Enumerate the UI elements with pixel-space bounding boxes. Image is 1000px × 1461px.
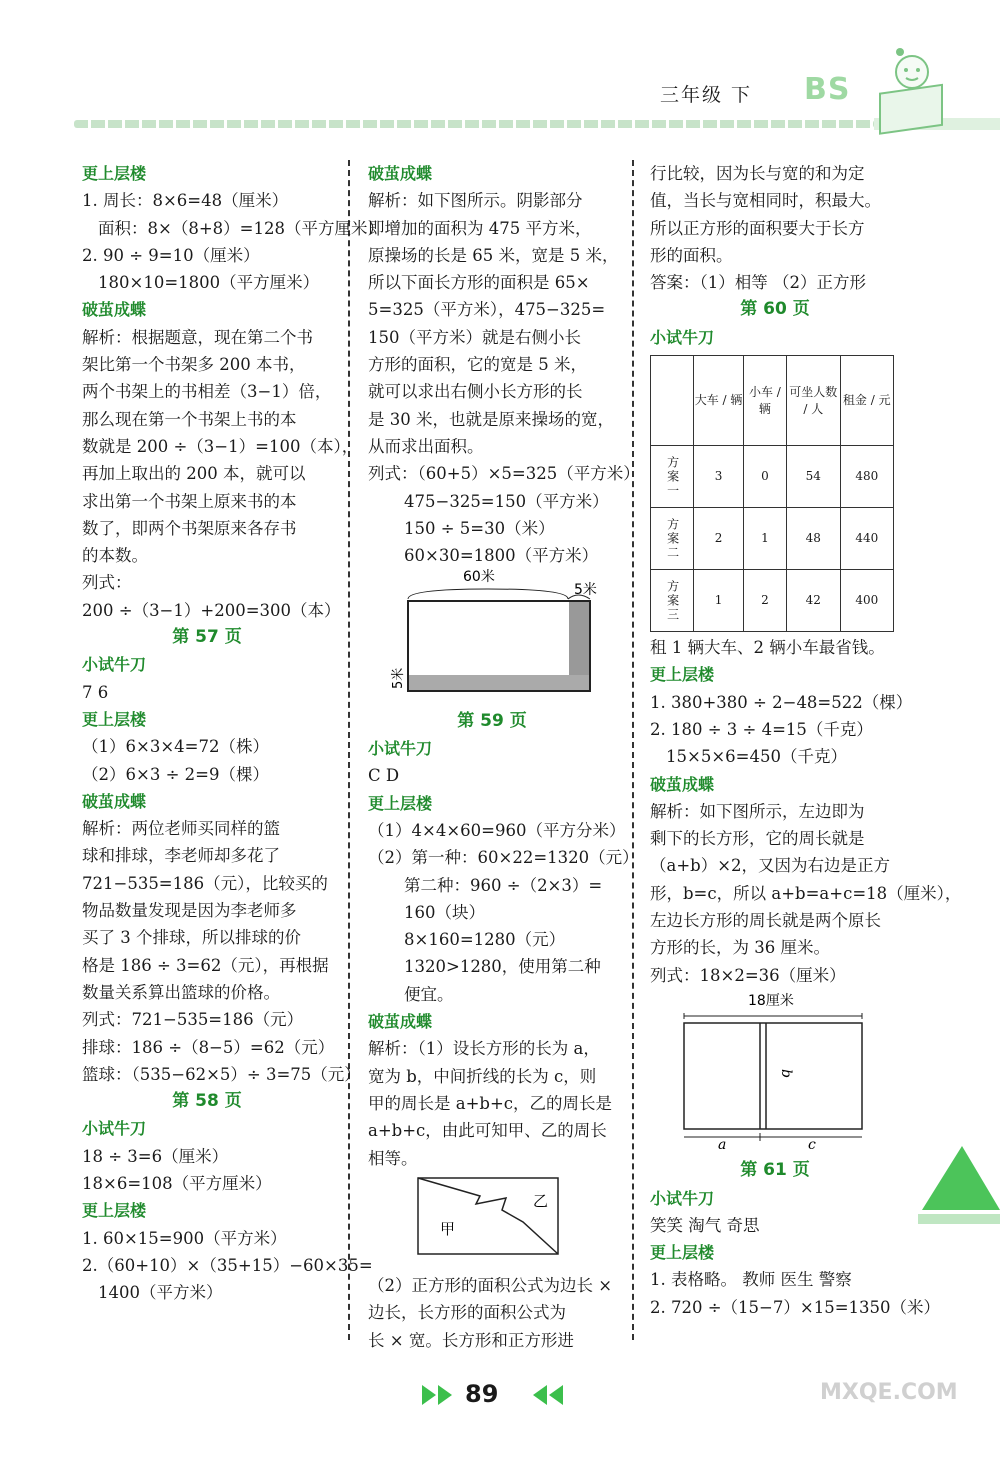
text-line: 球和排球，李老师却多花了 <box>82 846 280 866</box>
table-cell: 0 <box>743 446 786 508</box>
figure-page59-diagram <box>368 569 618 699</box>
text-line: 宽为 b，中间折线的长为 c，则 <box>368 1066 597 1086</box>
text-line: 8×160=1280（元） <box>404 930 566 950</box>
table-cell: 480 <box>840 446 893 508</box>
text-line: 列式：721−535=186（元） <box>82 1010 304 1030</box>
fig61-c-label: c <box>808 1136 816 1149</box>
fig-jia-label: 甲 <box>440 1219 456 1238</box>
table-header-cell: 大车 / 辆 <box>694 356 743 446</box>
text-line: 边长，长方形的面积公式为 <box>368 1303 566 1323</box>
section-heading: 更上层楼 <box>82 164 147 183</box>
text-line: 架比第一个书架多 200 本书， <box>82 355 306 375</box>
text-line: 列式：18×2=36（厘米） <box>650 965 846 985</box>
text-line: 200 ÷（3−1）+200=300（本） <box>82 600 341 620</box>
text-line: 7 6 <box>82 682 109 702</box>
text-line: 求出第一个书架上原来书的本 <box>82 491 297 511</box>
text-line: 答案：（1）相等 （2）正方形 <box>650 273 866 293</box>
text-line: 所以下面长方形的面积是 65× <box>368 273 590 293</box>
figure-jia-yi <box>368 1172 618 1262</box>
fig59-top-label: 60米 <box>463 569 495 586</box>
figure-page61-diagram <box>650 989 900 1149</box>
text-line: （1）4×4×60=960（平方分米） <box>368 820 626 840</box>
section-heading: 小试牛刀 <box>650 1188 715 1208</box>
table-cell: 1 <box>694 570 743 632</box>
text-line: 原操场的长是 65 米，宽是 5 米， <box>368 245 619 265</box>
text-line: 18 ÷ 3=6（厘米） <box>82 1146 229 1166</box>
section-heading: 更上层楼 <box>368 793 433 813</box>
text-line: 形的面积。 <box>650 245 733 265</box>
text-line: 1400（平方米） <box>98 1283 223 1303</box>
text-line: 1. 380+380 ÷ 2−48=522（棵） <box>650 692 913 712</box>
rental-plan-table <box>650 355 894 632</box>
section-heading: 小试牛刀 <box>368 739 433 759</box>
text-line: 5=325（平方米），475−325= <box>368 300 606 320</box>
text-line: 面积：8×（8+8）=128（平方厘米） <box>98 218 384 238</box>
fig61-a-label: a <box>718 1136 727 1149</box>
text-line: 形，b=c，所以 a+b=a+c=18（厘米）， <box>650 883 962 903</box>
text-line: 剩下的长方形，它的周长就是 <box>650 829 865 849</box>
section-heading: 更上层楼 <box>650 1243 715 1263</box>
plan-name: 方案三 <box>651 570 694 632</box>
section-heading: 破茧成蝶 <box>82 300 147 320</box>
text-line: 租 1 辆大车、2 辆小车最省钱。 <box>650 638 885 658</box>
text-line: 2. 180 ÷ 3 ÷ 4=15（千克） <box>650 719 873 739</box>
page-heading: 第 58 页 <box>172 1091 242 1112</box>
table-header-cell: 小车 / 辆 <box>743 356 786 446</box>
text-line: （a+b）×2，又因为右边是正方 <box>650 856 891 876</box>
decorative-triangle <box>912 1140 1000 1230</box>
text-line: 2. 720 ÷（15−7）×15=1350（米） <box>650 1297 941 1317</box>
text-line: 数就是 200 ÷（3−1）=100（本）， <box>82 436 359 456</box>
plan-name: 方案二 <box>651 508 694 570</box>
text-line: 是 30 米，也就是原来操场的宽， <box>368 409 614 429</box>
forward-arrows-icon <box>420 1382 460 1408</box>
text-line: 150 ÷ 5=30（米） <box>404 518 555 538</box>
section-heading: 破茧成蝶 <box>650 774 715 794</box>
text-line: 列式：（60+5）×5=325（平方米） <box>368 464 640 484</box>
table-cell: 2 <box>743 570 786 632</box>
mascot-icon <box>870 40 960 140</box>
back-arrows-icon <box>525 1382 565 1408</box>
text-line: 数量关系算出篮球的价格。 <box>82 982 280 1002</box>
text-line: C D <box>368 766 400 786</box>
section-heading: 小试牛刀 <box>650 327 715 347</box>
text-line: 方形的长，为 36 厘米。 <box>650 938 830 958</box>
fig-yi-label: 乙 <box>533 1191 549 1210</box>
text-line: （1）6×3×4=72（株） <box>82 737 269 757</box>
table-cell: 54 <box>787 446 840 508</box>
text-line: a+b+c，由此可知甲、乙的周长 <box>368 1121 607 1141</box>
text-line: 1320>1280，使用第二种 <box>404 957 601 977</box>
fig59-right-label: 5米 <box>574 582 597 599</box>
table-row <box>651 446 894 508</box>
text-line: 相等。 <box>368 1148 418 1168</box>
page-heading: 第 57 页 <box>172 627 242 648</box>
brand-logo: BS <box>804 72 851 107</box>
text-line: 150（平方米）就是右侧小长 <box>368 327 581 347</box>
text-line: 方形的面积，它的宽是 5 米， <box>368 355 587 375</box>
text-line: 解析：根据题意，现在第二个书 <box>82 327 313 347</box>
table-row <box>651 508 894 570</box>
table-row <box>651 570 894 632</box>
section-heading: 破茧成蝶 <box>368 164 433 183</box>
text-line: 长 × 宽。长方形和正方形进 <box>368 1330 574 1350</box>
text-line: 格是 186 ÷ 3=62（元），再根据 <box>82 955 329 975</box>
text-line: 1. 60×15=900（平方米） <box>82 1228 287 1248</box>
table-cell: 1 <box>743 508 786 570</box>
text-line: 笑笑 淘气 奇思 <box>650 1215 760 1235</box>
text-line: 那么现在第一个书架上书的本 <box>82 409 297 429</box>
page-number: 89 <box>465 1380 499 1408</box>
page-heading: 第 59 页 <box>457 710 527 731</box>
text-line: 从而求出面积。 <box>368 436 484 456</box>
text-line: 行比较，因为长与宽的和为定 <box>650 164 865 183</box>
header-band <box>74 120 874 128</box>
page-heading: 第 60 页 <box>740 299 810 320</box>
text-line: 160（块） <box>404 902 485 922</box>
text-line: 475−325=150（平方米） <box>404 491 609 511</box>
text-line: 买了 3 个排球，所以排球的价 <box>82 928 301 948</box>
page-heading: 第 61 页 <box>740 1160 810 1181</box>
text-line: 就可以求出右侧小长方形的长 <box>368 382 583 402</box>
text-line: 15×5×6=450（千克） <box>666 747 847 767</box>
table-header-cell: 可坐人数 / 人 <box>787 356 840 446</box>
section-heading: 小试牛刀 <box>82 1119 147 1139</box>
table-cell: 400 <box>840 570 893 632</box>
text-line: （2）6×3 ÷ 2=9（棵） <box>82 764 269 784</box>
text-line: 甲的周长是 a+b+c，乙的周长是 <box>368 1093 613 1113</box>
section-heading: 更上层楼 <box>650 665 715 685</box>
text-line: 所以正方形的面积要大于长方 <box>650 218 865 238</box>
text-line: 解析：两位老师买同样的篮 <box>82 819 280 839</box>
grade-label: 三年级 下 <box>660 84 753 106</box>
text-line: 60×30=1800（平方米） <box>404 546 599 566</box>
text-line: （2）正方形的面积公式为边长 × <box>368 1276 613 1296</box>
text-line: 第二种：960 ÷（2×3）= <box>404 875 603 895</box>
column-divider-1 <box>348 160 350 1340</box>
column-2 <box>368 160 640 1354</box>
text-line: 解析：如下图所示。阴影部分 <box>368 191 583 211</box>
text-line: 2. 90 ÷ 9=10（厘米） <box>82 245 260 265</box>
table-cell: 3 <box>694 446 743 508</box>
plan-name: 方案一 <box>651 446 694 508</box>
table-cell: 42 <box>787 570 840 632</box>
text-line: 便宜。 <box>404 984 454 1004</box>
text-line: 2.（60+10）×（35+15）−60×35= <box>82 1255 373 1275</box>
text-line: 数了，即两个书架原来各存书 <box>82 518 297 538</box>
section-heading: 小试牛刀 <box>82 655 147 675</box>
text-line: 即增加的面积为 475 平方米， <box>368 218 592 238</box>
fig59-left-label: 5米 <box>391 668 406 690</box>
section-heading: 更上层楼 <box>82 1201 147 1221</box>
table-cell: 48 <box>787 508 840 570</box>
text-line: 列式： <box>82 573 132 593</box>
text-line: 篮球：（535−62×5）÷ 3=75（元） <box>82 1064 361 1084</box>
text-line: 18×6=108（平方厘米） <box>82 1173 272 1193</box>
text-line: 1. 表格略。 教师 医生 警察 <box>650 1270 852 1290</box>
table-cell: 440 <box>840 508 893 570</box>
fig61-b-label: b <box>778 1068 794 1078</box>
text-line: 的本数。 <box>82 546 148 566</box>
section-heading: 破茧成蝶 <box>368 1012 433 1032</box>
section-heading: 更上层楼 <box>82 709 147 729</box>
text-line: 解析：如下图所示，左边即为 <box>650 801 865 821</box>
text-line: 两个书架上的书相差（3−1）倍， <box>82 382 332 402</box>
watermark: MXQE.COM <box>820 1380 958 1405</box>
text-line: （2）第一种：60×22=1320（元） <box>368 848 639 868</box>
text-line: 解析：（1）设长方形的长为 a， <box>368 1039 600 1059</box>
text-line: 721−535=186（元），比较买的 <box>82 873 328 893</box>
column-divider-2 <box>632 160 634 1340</box>
text-line: 1. 周长：8×6=48（厘米） <box>82 191 289 211</box>
text-line: 再加上取出的 200 本，就可以 <box>82 464 306 484</box>
table-header-cell: 租金 / 元 <box>840 356 893 446</box>
text-line: 值，当长与宽相同时，积最大。 <box>650 191 881 211</box>
text-line: 排球：186 ÷（8−5）=62（元） <box>82 1037 335 1057</box>
fig61-top-label: 18厘米 <box>748 992 794 1009</box>
text-line: 左边长方形的周长就是两个原长 <box>650 911 881 931</box>
section-heading: 破茧成蝶 <box>82 791 147 811</box>
text-line: 180×10=1800（平方厘米） <box>98 273 320 293</box>
text-line: 物品数量发现是因为李老师多 <box>82 901 297 921</box>
column-3 <box>650 160 962 1321</box>
table-cell: 2 <box>694 508 743 570</box>
